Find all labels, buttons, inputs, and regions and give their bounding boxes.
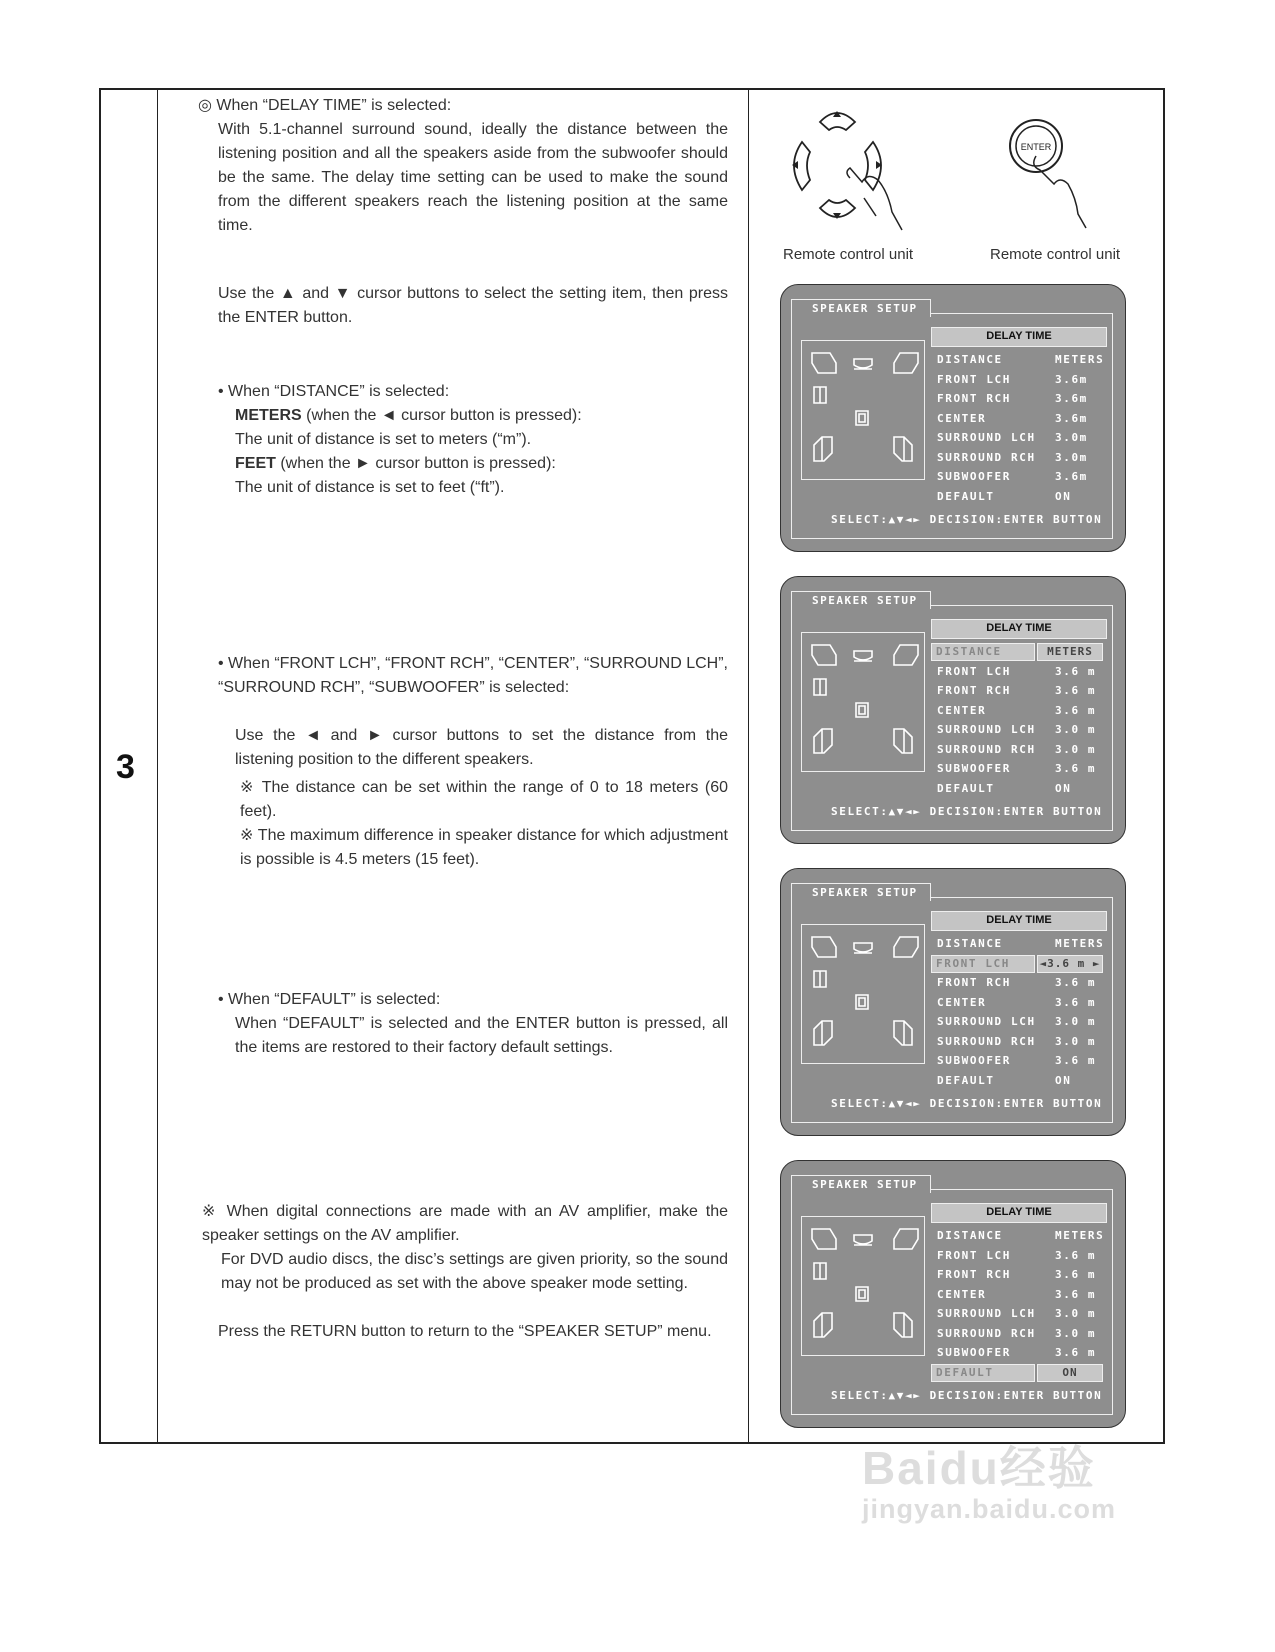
listener-icon (856, 995, 868, 1009)
osd-row (937, 1247, 1109, 1265)
osd-row-value: METERS (1055, 1229, 1105, 1242)
osd-row-value: ON (1055, 781, 1072, 795)
osd-row-label: DEFAULT (937, 1073, 995, 1087)
center-speaker-icon (854, 359, 872, 369)
front-left-speaker-icon (812, 937, 836, 957)
osd-row-value: 3.6m (1055, 372, 1088, 386)
osd-row-value: 3.6 m (1055, 762, 1097, 775)
front-left-speaker-icon (812, 353, 836, 373)
osd-footer: SELECT:▲▼◄► DECISION:ENTER BUTTON (831, 513, 1103, 526)
default-body: When “DEFAULT” is selected and the ENTER button is pressed, all the items are restored to their factory default settings. (235, 1015, 728, 1056)
column-divider (157, 90, 158, 1442)
osd-row-label: SUBWOOFER (937, 1054, 1012, 1067)
feet-desc: The unit of distance is set to feet (“ft”). (235, 479, 505, 496)
step-number: 3 (116, 748, 135, 786)
osd-row (937, 955, 1109, 973)
osd-row-label: FRONT RCH (937, 684, 1012, 697)
osd-row (937, 488, 1109, 506)
speaker-layout-diagram (802, 925, 926, 1065)
osd-header: DELAY TIME (931, 327, 1107, 347)
osd-row (937, 390, 1109, 408)
osd-row-label: CENTER (937, 995, 987, 1009)
osd-row-label: FRONT LCH (937, 1248, 1012, 1262)
osd-row-value: 3.0 m (1055, 742, 1097, 756)
osd-row-label: DEFAULT (937, 781, 995, 795)
surround-right-speaker-icon (894, 1021, 912, 1045)
osd-row-value: 3.0m (1055, 450, 1088, 464)
osd-row (937, 741, 1109, 759)
front-body: Use the ◄ and ► cursor buttons to set the distance from the listening position to the different speakers. (235, 727, 728, 768)
front-left-speaker-icon (812, 645, 836, 665)
osd-row-label: SURROUND RCH (937, 1034, 1036, 1048)
surround-left-speaker-icon (814, 1021, 832, 1045)
center-speaker-icon (854, 651, 872, 661)
speaker-layout-diagram (802, 341, 926, 481)
osd-row (937, 721, 1109, 739)
osd-row (937, 994, 1109, 1012)
meters-rest: (when the ◄ cursor button is pressed): (301, 407, 582, 424)
osd-row (937, 429, 1109, 447)
osd-row (937, 1052, 1109, 1070)
osd-row-value: 3.6m (1055, 411, 1088, 425)
osd-tab: SPEAKER SETUP (791, 591, 931, 609)
osd-row-label: FRONT LCH (937, 664, 1012, 678)
osd-row (937, 663, 1109, 681)
feet-line (235, 452, 556, 476)
osd-row-value: 3.0 m (1055, 1326, 1097, 1340)
osd-row-value: 3.6 m (1055, 1268, 1097, 1281)
osd-row-value: 3.6 m (1055, 1287, 1097, 1301)
osd-row-label: SURROUND RCH (937, 742, 1036, 756)
osd-row-label: SUBWOOFER (937, 1346, 1012, 1359)
osd-row-label: CENTER (937, 703, 987, 717)
delay-body: With 5.1-channel surround sound, ideally the distance between the listening position and all the speakers aside from the subwoofer should be the same. The delay time setting can be used to make the sound from the different speakers reach the listening position at the same time. (218, 121, 728, 234)
note-max-difference: ※ The maximum difference in speaker distance for which adjustment is possible is 4.5 meters (15 feet). (240, 827, 728, 868)
subwoofer-icon (814, 679, 826, 695)
center-speaker-icon (854, 1235, 872, 1245)
surround-right-speaker-icon (894, 729, 912, 753)
default-heading: • When “DEFAULT” is selected: (218, 991, 441, 1008)
osd-row-value: ON (1037, 1364, 1103, 1382)
cursor-pad-illustration (780, 100, 930, 235)
cursor-instruction: Use the ▲ and ▼ cursor buttons to select the setting item, then press the ENTER button. (218, 285, 728, 326)
osd-row-label: CENTER (937, 411, 987, 425)
osd-row (937, 760, 1109, 778)
enter-button-illustration (1000, 112, 1120, 232)
front-right-speaker-icon (894, 353, 918, 373)
osd-row-label: FRONT LCH (937, 372, 1012, 386)
osd-row-value: ON (1055, 1073, 1072, 1087)
watermark (862, 1432, 1116, 1525)
osd-footer: SELECT:▲▼◄► DECISION:ENTER BUTTON (831, 805, 1103, 818)
feet-rest: (when the ► cursor button is pressed): (275, 455, 556, 472)
hand-icon (847, 168, 902, 230)
distance-heading: • When “DISTANCE” is selected: (218, 383, 450, 400)
osd-row-value: ◄3.6 m ► (1037, 955, 1103, 973)
osd-row-value: 3.6 m (1055, 1248, 1097, 1262)
remote-caption-left: Remote control unit (783, 246, 914, 263)
osd-tab: SPEAKER SETUP (791, 883, 931, 901)
osd-row-value: ON (1055, 489, 1072, 503)
subwoofer-icon (814, 971, 826, 987)
osd-row (937, 410, 1109, 428)
osd-row-label: FRONT LCH (931, 955, 1035, 973)
osd-row-label: DISTANCE (937, 1229, 1003, 1242)
listener-icon (856, 1287, 868, 1301)
osd-row-value: METERS (1037, 643, 1103, 661)
osd-row (937, 468, 1109, 486)
osd-row (937, 682, 1109, 700)
feet-bold: FEET (235, 455, 276, 472)
osd-row-label: SURROUND LCH (937, 723, 1036, 736)
osd-row-value: 3.6 m (1055, 1346, 1097, 1359)
osd-row-label: CENTER (937, 1287, 987, 1301)
meters-bold: METERS (235, 407, 302, 424)
osd-row-label: SURROUND RCH (937, 1326, 1036, 1340)
meters-desc: The unit of distance is set to meters (“m”). (235, 431, 532, 448)
osd-row-value: 3.6 m (1055, 1054, 1097, 1067)
osd-row (937, 1227, 1109, 1245)
osd-header: DELAY TIME (931, 619, 1107, 639)
dvd-note: For DVD audio discs, the disc’s settings are given priority, so the sound may not be produced as set with the above speaker mode setting. (221, 1251, 728, 1292)
osd-row-value: 3.6m (1055, 392, 1088, 405)
osd-diagram (801, 1216, 925, 1356)
front-left-speaker-icon (812, 1229, 836, 1249)
osd-tab: SPEAKER SETUP (791, 299, 931, 317)
column-divider (748, 90, 749, 1442)
osd-row (937, 1072, 1109, 1090)
osd-row (937, 1364, 1109, 1382)
osd-row (937, 935, 1109, 953)
osd-row-value: 3.0 m (1055, 1307, 1097, 1320)
front-right-speaker-icon (894, 937, 918, 957)
osd-footer: SELECT:▲▼◄► DECISION:ENTER BUTTON (831, 1097, 1103, 1110)
osd-row-value: 3.0 m (1055, 1034, 1097, 1048)
osd-row-value: 3.0 m (1055, 1015, 1097, 1028)
speaker-layout-diagram (802, 1217, 926, 1357)
digital-note: ※ When digital connections are made with an AV amplifier, make the speaker settings on the AV amplifier. (202, 1203, 728, 1244)
osd-row (937, 1344, 1109, 1362)
osd-row-value: METERS (1055, 353, 1105, 366)
front-right-speaker-icon (894, 645, 918, 665)
osd-row-value: 3.6 m (1055, 703, 1097, 717)
osd-row (937, 1033, 1109, 1051)
osd-row (937, 1286, 1109, 1304)
osd-row-value: 3.6 m (1055, 664, 1097, 678)
osd-diagram (801, 924, 925, 1064)
osd-row-value: 3.0 m (1055, 723, 1097, 736)
osd-row (937, 351, 1109, 369)
osd-row-label: SUBWOOFER (937, 762, 1012, 775)
osd-row-label: DEFAULT (937, 489, 995, 503)
osd-row-value: 3.6m (1055, 470, 1088, 483)
osd-screen (780, 1160, 1126, 1428)
osd-row-label: FRONT RCH (937, 976, 1012, 989)
osd-row (937, 643, 1109, 661)
osd-row-label: FRONT RCH (937, 1268, 1012, 1281)
osd-row-label: SUBWOOFER (937, 470, 1012, 483)
osd-row-label: SURROUND LCH (937, 1015, 1036, 1028)
osd-row (937, 449, 1109, 467)
osd-row-label: SURROUND LCH (937, 431, 1036, 444)
surround-right-speaker-icon (894, 1313, 912, 1337)
osd-row-value: 3.0m (1055, 431, 1088, 444)
osd-row (937, 1305, 1109, 1323)
osd-row (937, 371, 1109, 389)
osd-row (937, 1013, 1109, 1031)
surround-left-speaker-icon (814, 437, 832, 461)
surround-left-speaker-icon (814, 729, 832, 753)
speaker-layout-diagram (802, 633, 926, 773)
center-speaker-icon (854, 943, 872, 953)
osd-tab: SPEAKER SETUP (791, 1175, 931, 1193)
osd-row-label: FRONT RCH (937, 392, 1012, 405)
osd-row (937, 1266, 1109, 1284)
subwoofer-icon (814, 1263, 826, 1279)
remote-caption-right: Remote control unit (990, 246, 1121, 263)
subwoofer-icon (814, 387, 826, 403)
osd-row-label: DEFAULT (931, 1364, 1035, 1382)
listener-icon (856, 411, 868, 425)
delay-heading: ◎ When “DELAY TIME” is selected: (198, 97, 452, 114)
osd-row (937, 974, 1109, 992)
meters-line (235, 404, 582, 428)
osd-row-value: METERS (1055, 937, 1105, 950)
osd-diagram (801, 632, 925, 772)
osd-screen (780, 284, 1126, 552)
surround-right-speaker-icon (894, 437, 912, 461)
osd-row-label: DISTANCE (937, 353, 1003, 366)
osd-row-label: DISTANCE (931, 643, 1035, 661)
osd-header: DELAY TIME (931, 1203, 1107, 1223)
osd-row (937, 1325, 1109, 1343)
front-right-speaker-icon (894, 1229, 918, 1249)
osd-row-value: 3.6 m (1055, 995, 1097, 1009)
osd-row-value: 3.6 m (1055, 976, 1097, 989)
osd-row-label: SURROUND LCH (937, 1307, 1036, 1320)
enter-label: ENTER (1020, 142, 1052, 152)
watermark-brand: Baidu经验 (862, 1442, 1096, 1494)
note-range: ※ The distance can be set within the range of 0 to 18 meters (60 feet). (240, 779, 728, 820)
osd-header: DELAY TIME (931, 911, 1107, 931)
osd-screen (780, 576, 1126, 844)
osd-row (937, 780, 1109, 798)
return-instruction: Press the RETURN button to return to the “SPEAKER SETUP” menu. (218, 1323, 712, 1340)
osd-screen (780, 868, 1126, 1136)
osd-row-value: 3.6 m (1055, 684, 1097, 697)
front-heading: • When “FRONT LCH”, “FRONT RCH”, “CENTER”, “SURROUND LCH”, “SURROUND RCH”, “SUBWOOFER” is selected: (218, 655, 728, 696)
osd-diagram (801, 340, 925, 480)
listener-icon (856, 703, 868, 717)
surround-left-speaker-icon (814, 1313, 832, 1337)
osd-footer: SELECT:▲▼◄► DECISION:ENTER BUTTON (831, 1389, 1103, 1402)
osd-row-label: SURROUND RCH (937, 450, 1036, 464)
osd-row-label: DISTANCE (937, 937, 1003, 950)
watermark-url: jingyan.baidu.com (862, 1494, 1117, 1524)
osd-row (937, 702, 1109, 720)
